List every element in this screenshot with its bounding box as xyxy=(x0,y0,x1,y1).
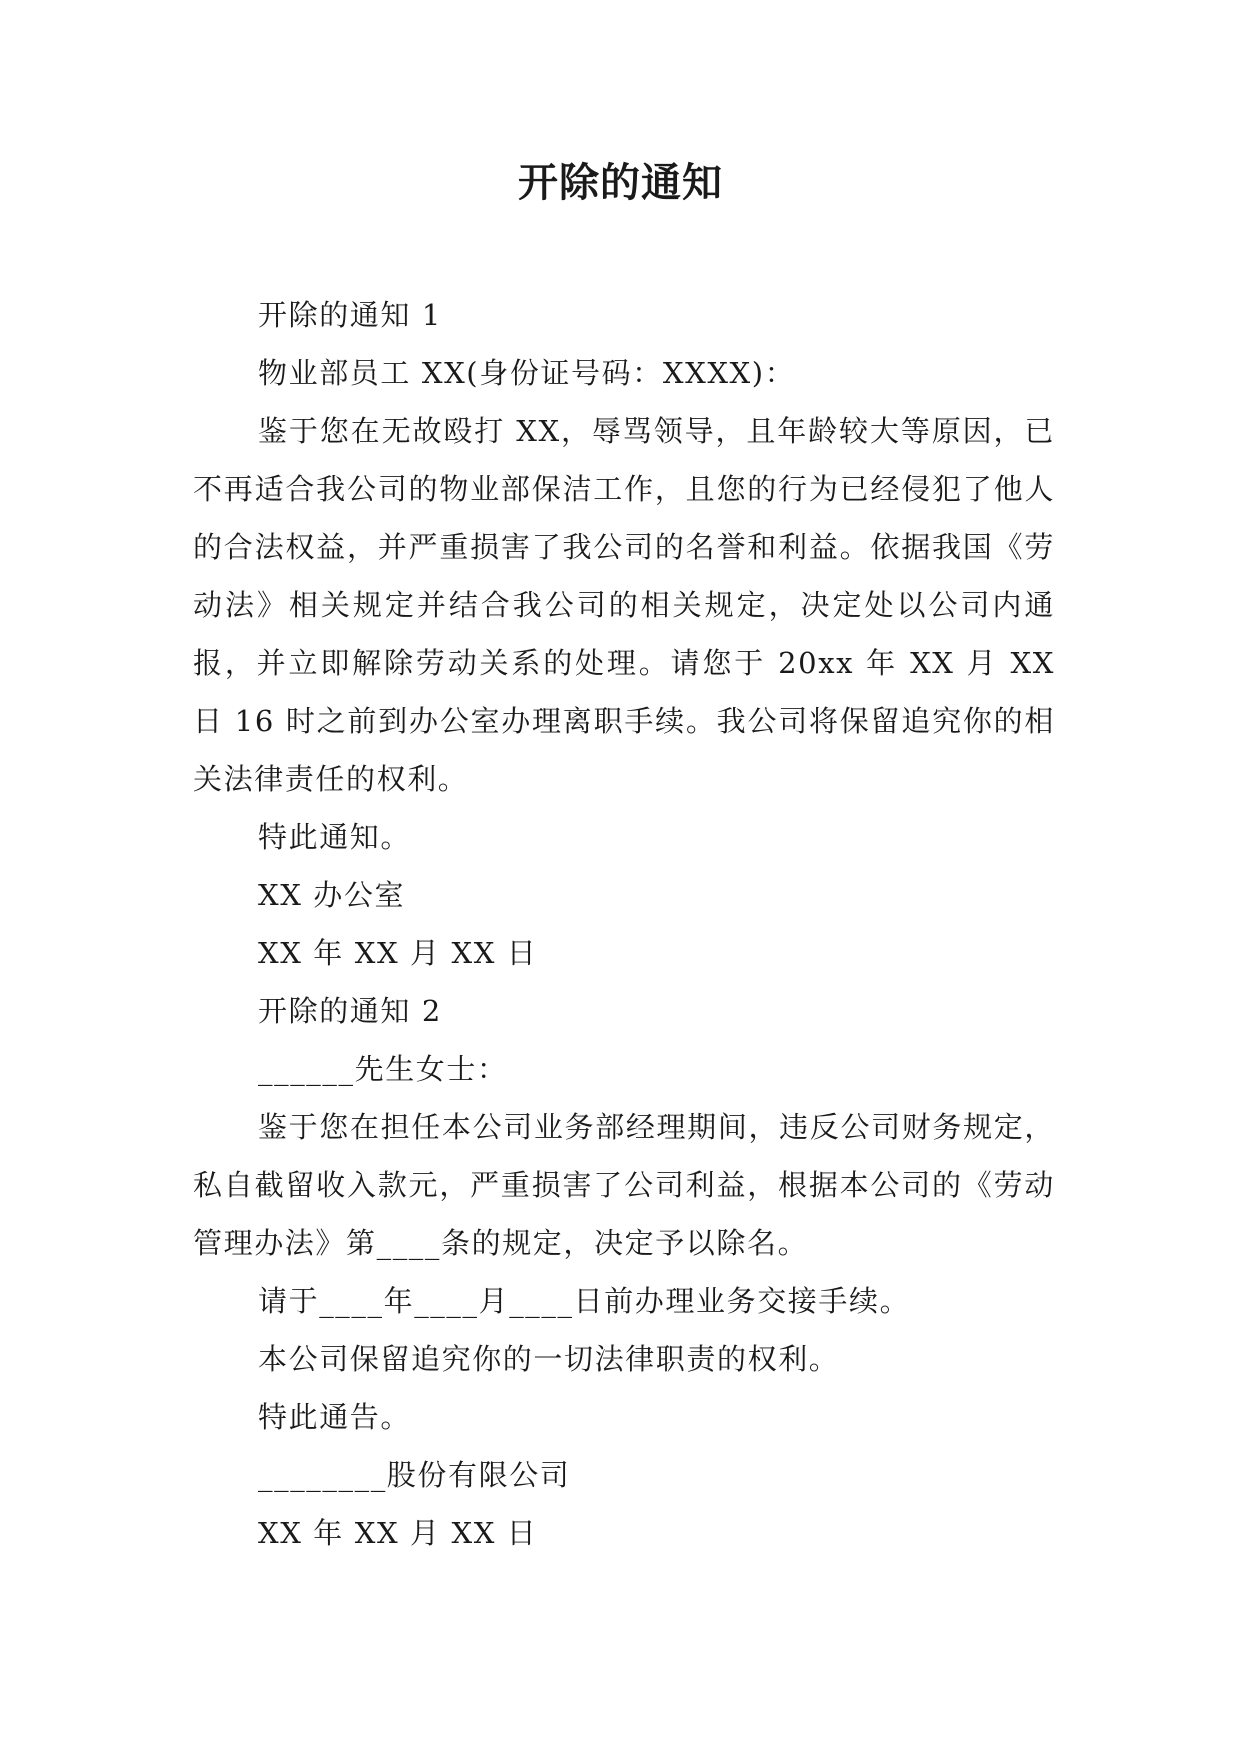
notice2-closing: 特此通告。 xyxy=(258,1400,412,1434)
notice1-heading: 开除的通知 1 xyxy=(258,298,442,332)
notice2-handover: 请于____年____月____日前办理业务交接手续。 xyxy=(258,1284,911,1318)
notice2-signature: ________股份有限公司 xyxy=(258,1458,571,1492)
notice2-date: XX 年 XX 月 XX 日 xyxy=(258,1516,538,1550)
notice2-reservation: 本公司保留追究你的一切法律职责的权利。 xyxy=(258,1342,840,1376)
document-body xyxy=(193,286,1055,1562)
document-title: 开除的通知 xyxy=(518,160,723,206)
notice1-body: 鉴于您在无故殴打 XX，辱骂领导，且年龄较大等原因，已不再适合我公司的物业部保洁工作，且您的行为已经侵犯了他人的合法权益，并严重损害了我公司的名誉和利益。依据我国《劳动法》相关规定并结合我公司的相关规定，决定处以公司内通报，并立即解除劳动关系的处理。请您于 20xx 年 XX 月 XX 日 16 时之前到办公室办理离职手续。我公司将保留追究你的相关法律责任的权利。 xyxy=(193,414,1055,796)
notice1-closing: 特此通知。 xyxy=(258,820,412,854)
notice1-signature: XX 办公室 xyxy=(258,878,406,912)
notice2-salutation: ______先生女士： xyxy=(258,1052,508,1086)
notice2-heading: 开除的通知 2 xyxy=(258,994,442,1028)
notice1-date: XX 年 XX 月 XX 日 xyxy=(258,936,538,970)
notice2-body: 鉴于您在担任本公司业务部经理期间，违反公司财务规定，私自截留收入款元，严重损害了公司利益，根据本公司的《劳动管理办法》第____条的规定，决定予以除名。 xyxy=(193,1110,1055,1260)
notice1-salutation: 物业部员工 XX(身份证号码：XXXX)： xyxy=(258,356,796,390)
